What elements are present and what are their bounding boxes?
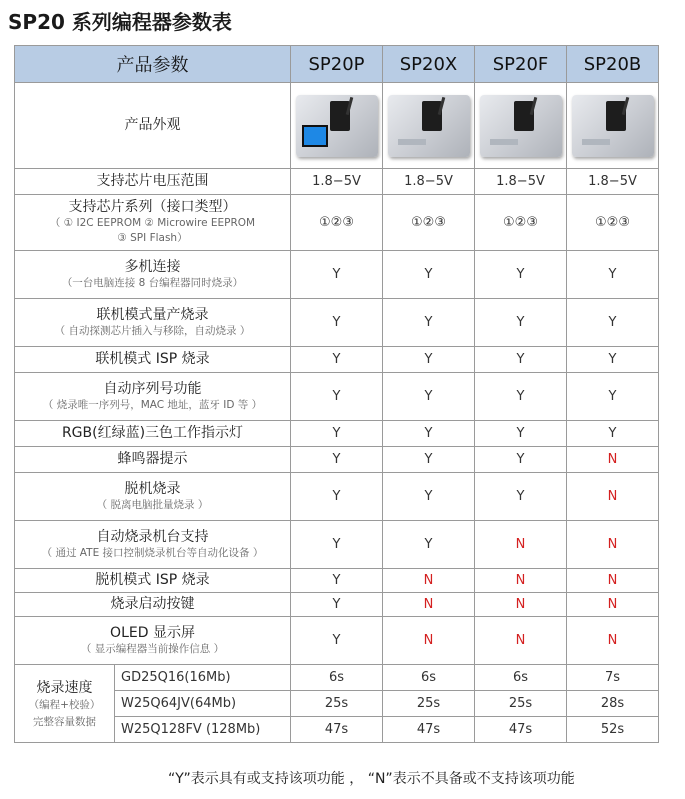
speed-value-cell: 25s bbox=[383, 691, 475, 717]
programmer-device-image bbox=[296, 95, 378, 157]
value-cell: Y bbox=[291, 299, 383, 347]
speed-value-cell: 7s bbox=[567, 665, 659, 691]
value-cell: Y bbox=[567, 421, 659, 447]
speed-value-cell: 47s bbox=[383, 717, 475, 743]
feature-cell bbox=[15, 169, 291, 195]
speed-label: 烧录速度 bbox=[36, 679, 93, 696]
value-cell: Y bbox=[383, 299, 475, 347]
value-cell: Y bbox=[475, 447, 567, 473]
programmer-device-image bbox=[572, 95, 654, 157]
appearance-row bbox=[15, 83, 659, 169]
value-cell: N bbox=[567, 569, 659, 593]
table-row bbox=[15, 347, 659, 373]
value-cell: N bbox=[475, 593, 567, 617]
value-cell: Y bbox=[475, 299, 567, 347]
header-product: SP20B bbox=[567, 46, 659, 83]
speed-value-cell: 6s bbox=[291, 665, 383, 691]
header-row bbox=[15, 46, 659, 83]
value-cell: Y bbox=[383, 473, 475, 521]
feature-cell bbox=[15, 299, 291, 347]
value-cell: Y bbox=[291, 521, 383, 569]
speed-value-cell: 47s bbox=[475, 717, 567, 743]
oled-screen-graphic bbox=[302, 125, 328, 147]
product-image bbox=[567, 83, 659, 169]
value-cell: Y bbox=[291, 447, 383, 473]
value-cell: Y bbox=[475, 251, 567, 299]
speed-value-cell: 25s bbox=[291, 691, 383, 717]
table-row bbox=[15, 473, 659, 521]
value-cell: Y bbox=[291, 347, 383, 373]
feature-cell bbox=[15, 473, 291, 521]
feature-cell bbox=[15, 521, 291, 569]
feature-name: 自动序列号功能 bbox=[103, 380, 202, 397]
speed-value-cell: 47s bbox=[291, 717, 383, 743]
feature-name: 支持芯片系列（接口类型） bbox=[68, 199, 237, 215]
value-cell: Y bbox=[383, 447, 475, 473]
value-cell: Y bbox=[291, 251, 383, 299]
feature-name: 联机模式量产烧录 bbox=[96, 306, 209, 323]
value-cell: N bbox=[475, 569, 567, 593]
value-cell: Y bbox=[475, 373, 567, 421]
feature-note: （ ① I2C EEPROM ② Microwire EEPROM bbox=[49, 217, 256, 229]
header-product: SP20X bbox=[383, 46, 475, 83]
value-cell: 1.8−5V bbox=[567, 169, 659, 195]
chip-model-cell: GD25Q16(16Mb) bbox=[115, 665, 291, 691]
value-cell: ①②③ bbox=[567, 195, 659, 251]
table-row bbox=[15, 447, 659, 473]
value-cell: N bbox=[567, 593, 659, 617]
table-row bbox=[15, 195, 659, 251]
appearance-label: 产品外观 bbox=[15, 83, 291, 169]
chip-model-cell: W25Q64JV(64Mb) bbox=[115, 691, 291, 717]
table-row bbox=[15, 373, 659, 421]
speed-value-cell: 28s bbox=[567, 691, 659, 717]
feature-name: 自动烧录机台支持 bbox=[96, 528, 209, 545]
product-image bbox=[383, 83, 475, 169]
feature-cell bbox=[15, 569, 291, 593]
feature-cell bbox=[15, 447, 291, 473]
feature-name: 蜂鸣器提示 bbox=[117, 451, 188, 467]
value-cell: Y bbox=[383, 373, 475, 421]
feature-note: （ 烧录唯一序列号，MAC 地址，蓝牙 ID 等 ） bbox=[42, 398, 263, 411]
header-feature: 产品参数 bbox=[15, 46, 291, 83]
feature-cell bbox=[15, 347, 291, 373]
table-row bbox=[15, 617, 659, 665]
value-cell: Y bbox=[475, 421, 567, 447]
value-cell: 1.8−5V bbox=[475, 169, 567, 195]
feature-note: （ 显示编程器当前操作信息 ） bbox=[80, 642, 225, 655]
speed-value-cell: 25s bbox=[475, 691, 567, 717]
value-cell: 1.8−5V bbox=[291, 169, 383, 195]
speed-value-cell: 52s bbox=[567, 717, 659, 743]
feature-name: RGB(红绿蓝)三色工作指示灯 bbox=[61, 425, 244, 441]
page-title: SP20 系列编程器参数表 bbox=[8, 10, 232, 34]
feature-cell bbox=[15, 617, 291, 665]
value-cell: N bbox=[567, 447, 659, 473]
speed-value-cell: 6s bbox=[475, 665, 567, 691]
value-cell: Y bbox=[383, 347, 475, 373]
programmer-device-image bbox=[480, 95, 562, 157]
feature-cell bbox=[15, 195, 291, 251]
value-cell: Y bbox=[291, 593, 383, 617]
feature-name: 多机连接 bbox=[124, 258, 181, 275]
product-image bbox=[475, 83, 567, 169]
speed-row bbox=[15, 665, 659, 691]
feature-name: OLED 显示屏 bbox=[110, 624, 195, 641]
table-row bbox=[15, 521, 659, 569]
table-row bbox=[15, 569, 659, 593]
feature-name: 烧录启动按键 bbox=[110, 596, 195, 612]
feature-cell bbox=[15, 251, 291, 299]
speed-note: （编程+校验） bbox=[28, 698, 101, 711]
value-cell: ①②③ bbox=[291, 195, 383, 251]
chip-model-cell: W25Q128FV (128Mb) bbox=[115, 717, 291, 743]
speed-note: 完整容量数据 bbox=[33, 715, 96, 728]
feature-note: （ 通过 ATE 接口控制烧录机台等自动化设备 ） bbox=[41, 546, 264, 559]
product-image bbox=[291, 83, 383, 169]
feature-name: 联机模式 ISP 烧录 bbox=[95, 351, 210, 367]
table-row bbox=[15, 421, 659, 447]
feature-cell bbox=[15, 373, 291, 421]
table-row bbox=[15, 169, 659, 195]
value-cell: Y bbox=[383, 521, 475, 569]
value-cell: Y bbox=[291, 373, 383, 421]
feature-cell bbox=[15, 593, 291, 617]
legend-footnote: “Y”表示具有或支持该项功能 ， “N”表示不具备或不支持该项功能 bbox=[168, 771, 575, 787]
value-cell: N bbox=[567, 521, 659, 569]
value-cell: N bbox=[567, 617, 659, 665]
value-cell: ①②③ bbox=[383, 195, 475, 251]
value-cell: N bbox=[383, 617, 475, 665]
feature-note: ③ SPI Flash） bbox=[117, 232, 188, 244]
value-cell: N bbox=[383, 593, 475, 617]
value-cell: N bbox=[475, 521, 567, 569]
feature-name: 脱机模式 ISP 烧录 bbox=[95, 572, 210, 588]
speed-value-cell: 6s bbox=[383, 665, 475, 691]
value-cell: Y bbox=[567, 347, 659, 373]
spec-table bbox=[14, 45, 659, 743]
speed-label-cell bbox=[15, 665, 115, 743]
table-row bbox=[15, 251, 659, 299]
table-row bbox=[15, 299, 659, 347]
feature-note: （ 脱离电脑批量烧录 ） bbox=[96, 498, 209, 511]
value-cell: Y bbox=[291, 473, 383, 521]
header-product: SP20F bbox=[475, 46, 567, 83]
table-row bbox=[15, 593, 659, 617]
feature-name: 支持芯片电压范围 bbox=[96, 173, 209, 189]
value-cell: Y bbox=[475, 347, 567, 373]
value-cell: Y bbox=[383, 251, 475, 299]
programmer-device-image bbox=[388, 95, 470, 157]
feature-name: 脱机烧录 bbox=[124, 480, 181, 497]
header-product: SP20P bbox=[291, 46, 383, 83]
value-cell: Y bbox=[475, 473, 567, 521]
feature-note: （一台电脑连接 8 台编程器同时烧录） bbox=[61, 276, 244, 289]
value-cell: 1.8−5V bbox=[383, 169, 475, 195]
value-cell: N bbox=[383, 569, 475, 593]
value-cell: Y bbox=[567, 251, 659, 299]
value-cell: N bbox=[475, 617, 567, 665]
value-cell: Y bbox=[291, 421, 383, 447]
feature-note: （ 自动探测芯片插入与移除，自动烧录 ） bbox=[54, 324, 251, 337]
value-cell: N bbox=[567, 473, 659, 521]
value-cell: Y bbox=[291, 617, 383, 665]
value-cell: Y bbox=[383, 421, 475, 447]
feature-cell bbox=[15, 421, 291, 447]
value-cell: Y bbox=[567, 299, 659, 347]
value-cell: Y bbox=[291, 569, 383, 593]
value-cell: ①②③ bbox=[475, 195, 567, 251]
value-cell: Y bbox=[567, 373, 659, 421]
